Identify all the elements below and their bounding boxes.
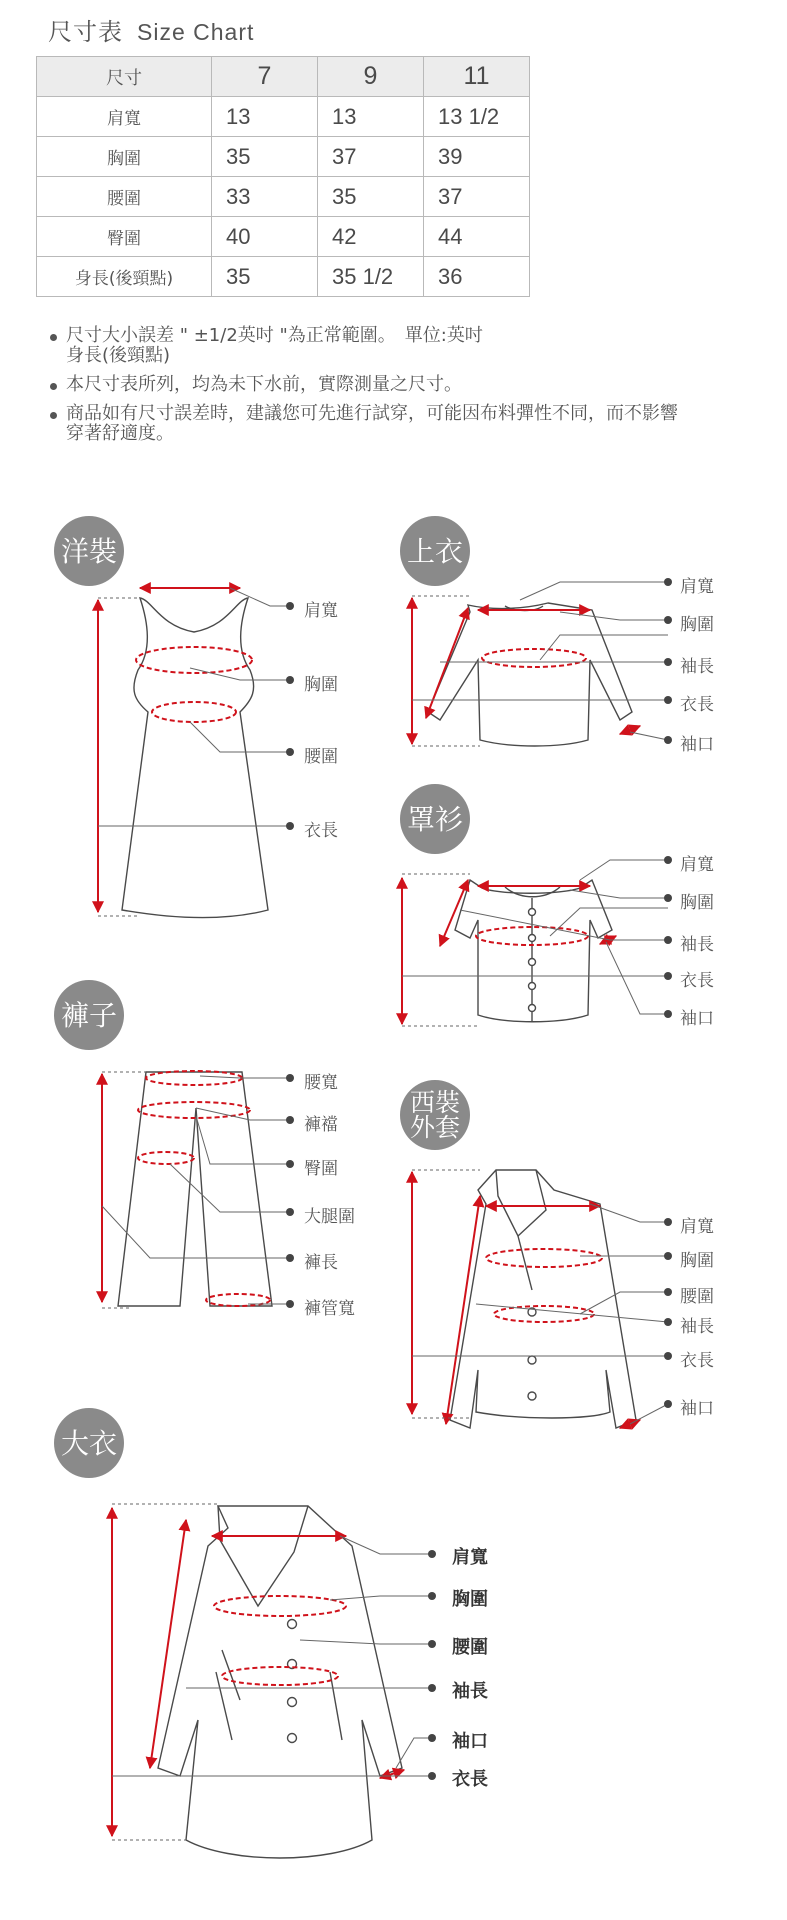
note-text: 本尺寸表所列，均為未下水前，實際測量之尺寸。 [66, 374, 462, 395]
blouse-label: 胸圍 [680, 893, 714, 913]
coat-label: 袖口 [452, 1731, 488, 1752]
table-cell: 33 [212, 177, 318, 217]
badge-dress: 洋裝 [54, 516, 124, 586]
coat-label: 衣長 [452, 1769, 488, 1790]
top-label: 肩寬 [680, 577, 714, 597]
badge-blazer-line2: 外套 [409, 1113, 460, 1142]
pants-label: 褲管寬 [304, 1299, 355, 1319]
blouse-label: 袖口 [680, 1009, 714, 1029]
blazer-label: 衣長 [680, 1351, 714, 1371]
column-header: 11 [424, 57, 530, 97]
top-illustration [428, 603, 632, 746]
title-en: Size Chart [137, 19, 255, 45]
note-text: 尺寸大小誤差 " ±1/2英吋 "為正常範圍。 單位:英吋 [66, 325, 483, 346]
badge-blazer-line1: 西裝 [409, 1088, 460, 1117]
badge-coat: 大衣 [54, 1408, 124, 1478]
coat-buttons [288, 1620, 297, 1743]
table-cell: 39 [424, 137, 530, 177]
pants-label: 褲襠 [304, 1115, 338, 1135]
table-cell: 35 [212, 137, 318, 177]
pants-illustration [118, 1072, 272, 1306]
coat-label: 胸圍 [452, 1589, 488, 1610]
top-label: 胸圍 [680, 615, 714, 635]
badge-top: 上衣 [400, 516, 470, 586]
coat-label: 袖長 [452, 1681, 488, 1702]
blazer-label: 肩寬 [680, 1217, 714, 1237]
table-cell: 37 [424, 177, 530, 217]
pants-label: 腰寬 [304, 1073, 338, 1093]
column-header: 7 [212, 57, 318, 97]
badge-pants: 褲子 [54, 980, 124, 1050]
blazer-leader-lines [412, 1170, 668, 1424]
note-text-continued: 穿著舒適度。 [66, 423, 174, 444]
blazer-label: 胸圍 [680, 1251, 714, 1271]
table-cell: 13 1/2 [424, 97, 530, 137]
column-header: 尺寸 [37, 57, 212, 97]
dress-label: 胸圍 [304, 675, 338, 695]
pants-label: 大腿圍 [304, 1207, 355, 1227]
table-cell: 44 [424, 217, 530, 257]
table-cell: 13 [212, 97, 318, 137]
dress-illustration [122, 598, 268, 918]
top-label: 袖長 [680, 657, 714, 677]
table-cell: 36 [424, 257, 530, 297]
table-cell: 13 [318, 97, 424, 137]
dress-label: 腰圍 [304, 747, 338, 767]
note-text-continued: 身長(後頸點) [66, 345, 171, 366]
dress-label: 肩寬 [304, 601, 338, 621]
blouse-illustration [455, 880, 612, 1022]
coat-label: 腰圍 [452, 1637, 488, 1658]
note-text: 商品如有尺寸誤差時，建議您可先進行試穿，可能因布料彈性不同，而不影響 [66, 403, 678, 424]
blouse-label: 袖長 [680, 935, 714, 955]
blazer-label: 袖長 [680, 1317, 714, 1337]
coat-illustration [158, 1506, 402, 1858]
table-cell: 42 [318, 217, 424, 257]
blouse-measures [402, 878, 616, 1024]
dress-measures [98, 588, 252, 912]
row-label: 身長(後頸點) [37, 257, 212, 297]
pants-label: 褲長 [304, 1253, 338, 1273]
row-label: 肩寬 [37, 97, 212, 137]
coat-label: 肩寬 [452, 1547, 488, 1568]
row-label: 胸圍 [37, 137, 212, 177]
blouse-label: 衣長 [680, 971, 714, 991]
pants-leader-lines [102, 1072, 290, 1308]
top-label: 衣長 [680, 695, 714, 715]
blazer-label: 腰圍 [680, 1287, 714, 1307]
row-label: 腰圍 [37, 177, 212, 217]
table-cell: 35 [212, 257, 318, 297]
table-cell: 35 1/2 [318, 257, 424, 297]
blouse-label: 肩寬 [680, 855, 714, 875]
column-header: 9 [318, 57, 424, 97]
blazer-label: 袖口 [680, 1399, 714, 1419]
badge-blouse: 罩衫 [400, 784, 470, 854]
badge-blazer [400, 1080, 470, 1150]
title-zh: 尺寸表 [48, 18, 123, 46]
table-cell: 35 [318, 177, 424, 217]
table-cell: 37 [318, 137, 424, 177]
dress-label: 衣長 [304, 821, 338, 841]
top-leader-lines [412, 582, 668, 746]
row-label: 臀圍 [37, 217, 212, 257]
top-label: 袖口 [680, 735, 714, 755]
pants-label: 臀圍 [304, 1159, 338, 1179]
top-measures [412, 598, 640, 744]
table-cell: 40 [212, 217, 318, 257]
coat-leader-lines [112, 1504, 432, 1840]
pants-measures [102, 1071, 270, 1306]
coat-measures [112, 1508, 404, 1836]
